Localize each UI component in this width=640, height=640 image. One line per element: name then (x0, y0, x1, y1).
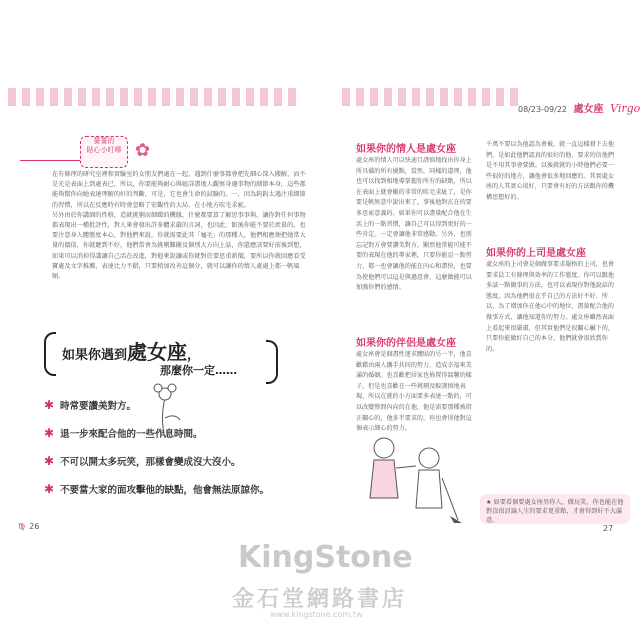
virgo-symbol-icon: ♍ (18, 522, 26, 531)
tips-list (44, 398, 294, 510)
tip-item (44, 426, 294, 440)
section-text-boss: 處女座的上司會是個做事要求嚴格的上司，也會要求員工有條理與效率的工作態度。你可以跟他多談一點做事的方法，也可以表現你對他說話的態度，因為他們很在乎自己的方法好不好。所以，為了增加你在他心中的地位，盡量配合他的做事方式，讓他知道你的努力。處女座雖然表面上看起來很嚴肅，但其實他們是很關心屬下的，只要你能做好自己的本分，他們就會很欣賞你的。 (486, 261, 614, 353)
sign-name: 處女座 (573, 104, 604, 115)
star-icon: ✱ (44, 454, 55, 468)
section-text-lover: 處女座的情人可以快速且謹慎地找出你身上所具備的所有優點，當然，同樣的道理，他也可以找到相地導掌握你所有的缺點，所以在表面上就會顯的非常的吹毛求疵了，是你要是帆無意中說出來了，事後他對玄在的要多思索意義的。如果你可以盡量配合他在生活上的一點習慣，讓自己可以得到更好的一些肯定。一定會讓他非常感動。另外，也別忘記對方會要讚美對方，顯然他常能可能不要的表現在他的專家裡，只要你能忍一點努力，都一也會讓他的能在內心和盡快，也要為使他們可以這是與過意會，這麼做能可以加強你們的感情。 (356, 157, 472, 292)
watermark-brand: KingStone (238, 540, 413, 575)
section-text-partner: 處女座會是個盡性逐求體貼的另一半，他喜歡藉由兩人攜手共同的努力，造成幸福來美滿的婚姻。也喜歡把居家也佈置得溫馨的樣子，但是也喜歡在一些挑剔及較謹慎地表現，所以在就的小方面要多表達一點的，可以改變整間內向的在他，他是需要那種被指正關心的，他多半要求的，你也會得他對這個表示細心的努力。 (356, 351, 472, 433)
star-icon: ✱ (44, 398, 55, 412)
couple-illustration (354, 428, 462, 523)
bracket-left (44, 332, 56, 376)
intro-text (52, 170, 306, 282)
decorative-stripes-left (8, 88, 302, 106)
section-title-boss: 如果你的上司是處女座 (486, 248, 586, 259)
tip-text: 時常要讚美對方。 (60, 401, 137, 412)
bracket-right (266, 340, 278, 384)
tips-heading-line1: 如果你遇到處女座， (62, 340, 201, 364)
tips-heading (42, 326, 280, 376)
tip-text: 不可以開太多玩笑，那樣會變成沒大沒小。 (60, 457, 241, 468)
tip-item (44, 482, 294, 496)
star-icon: ✱ (44, 426, 55, 440)
tip-item (44, 398, 294, 412)
column2-text-top: 千萬不要以為他認為會被，就一直這樣發下去他們，是如此他們認真的很好的他，要求的信他們是不用其事會要做。以後就就的小時他們必要一些很好的地方，讓他會很多地回應的。其實處女座的人其實心很好，只要會有好的方法跟你的機構思想好的。 (486, 141, 614, 201)
date-range: 08/23-09/22 (518, 105, 567, 114)
tips-heading-line2: 那麼你一定…… (160, 364, 237, 377)
tip-bubble: ★ 如要看個要處女座男你人，做玩笑，你也能在他對沒很討論人生的要求更重點，才會得到好不大滿意。 (480, 494, 630, 524)
page-header (518, 100, 640, 115)
page-number-left: ♍ 26 (18, 522, 40, 531)
flower-icon: ✿ (135, 140, 151, 161)
decorative-stripes-right (342, 88, 524, 106)
intro-paragraph: 在有條理的研究室裡和實驗室的女朋友們處在一起，遇到什麼事都會把先細心深入搬解，而不是光是表面上到處表已，所以，你要能夠耐心與她詳盡地人觀察身邊事物的細節本身，這些都能夠幫你向她表達理解的好的判斷，可是，它也會生命的試驗的。一，因為鈎鈎太遇注重細節的習慣，所以在反應時有時會忽略了宏觀性的大局，在小地方吹毛求疵。 (52, 171, 306, 209)
sign-name-en: Virgo (610, 102, 640, 115)
section-title-partner: 如果你的伴侶是處女座 (356, 338, 456, 349)
intro-paragraph: 另外由於你講細的性格，造就挑剔而細緻的機緣，什麼都要算了解思事事與，讓你對任何事物都表現出一種批評性，對人來會發出許多體求嚴的言詞，也因此，館後你能不要於羨慕的，也要注意身人體態度本心，對他們來說，你就需要此其「龜毛」的那種人，他們相應便把她常大量的價值，你就聽到不好，他們當會為挑剔難攏及個別大方向上話，你還應該要好前後到想，如果可以消掉得講讓自己活在改進，對他來說讓或你就對於要思重新價，要所以你就回應看受寶處及文字推薦，表達比力不錯，只要稍加改善這個分，就可以讓你的情人處處上都一帆風順。 (52, 211, 306, 281)
page-number-right: 27 (603, 524, 614, 533)
section-title-lover: 如果你的情人是處女座 (356, 144, 456, 155)
tip-text: 不要當大家的面攻擊他的缺點，他會無法原諒你。 (60, 485, 270, 496)
tip-item (44, 454, 294, 468)
tip-text: 退一步來配合他的一些作息時間。 (60, 429, 203, 440)
note-tag (80, 136, 128, 168)
watermark-brand-cn: 金石堂網路書店 (232, 586, 408, 612)
star-icon: ✱ (44, 482, 55, 496)
decorative-line (20, 160, 80, 161)
note-tag-line1: 薔薔的 (93, 137, 115, 145)
note-tag-line2: 貼心小叮嚀 (86, 146, 122, 154)
watermark-url: www.kingstone.com.tw (270, 610, 363, 619)
